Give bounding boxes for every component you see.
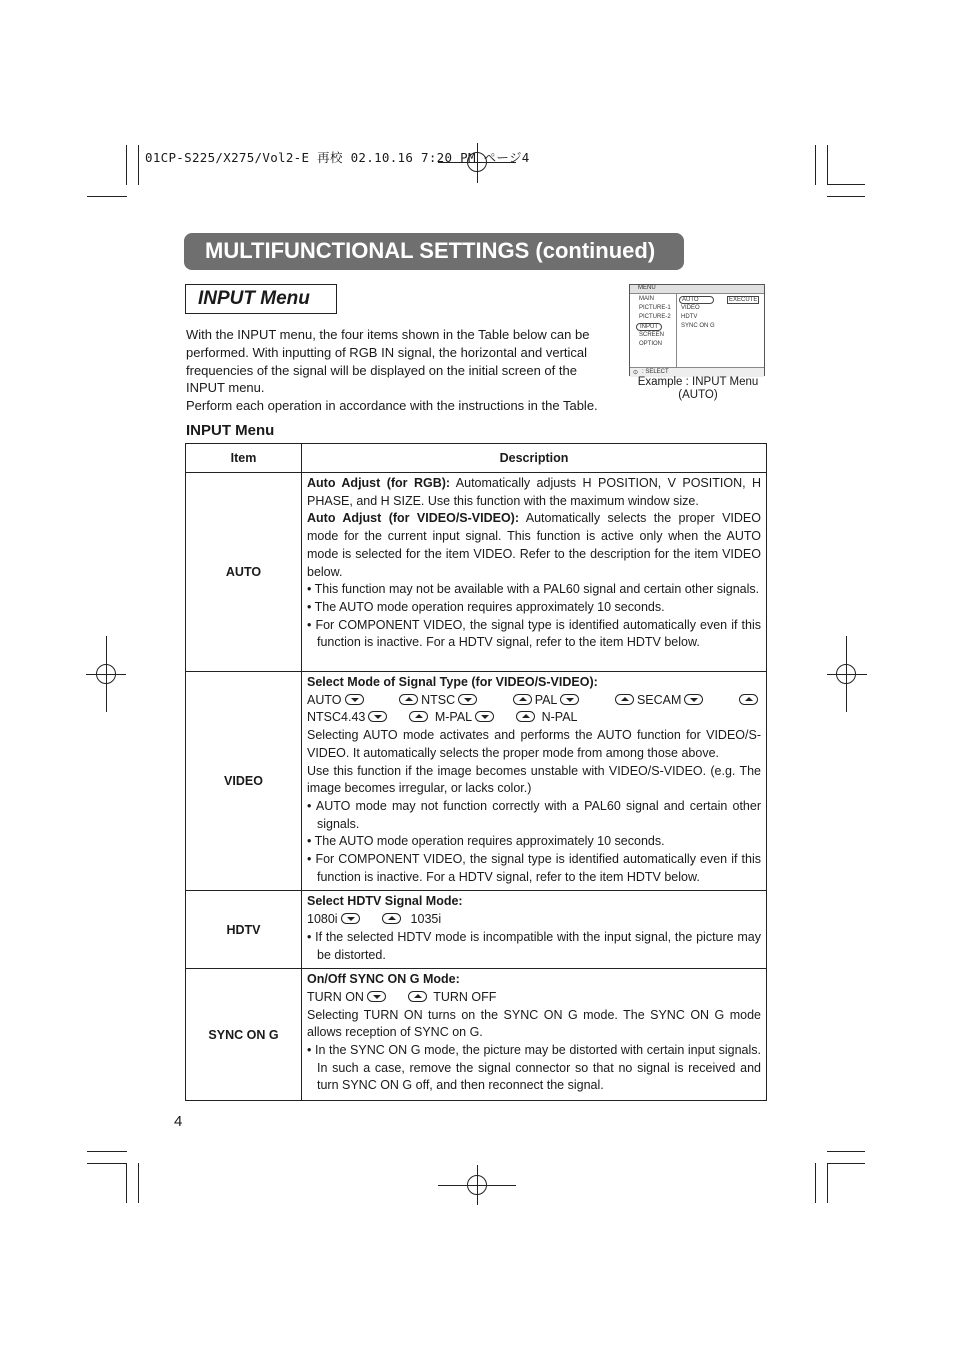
registration-mark bbox=[96, 664, 116, 684]
bullet-note: • If the selected HDTV mode is incompatible with the input signal, the picture may be distorted. bbox=[307, 929, 761, 962]
crop-mark bbox=[815, 1163, 816, 1203]
column-header-description: Description bbox=[302, 444, 767, 473]
item-hdtv: HDTV bbox=[186, 891, 302, 969]
input-menu-table bbox=[185, 443, 767, 1101]
up-arrow-button-icon bbox=[615, 694, 634, 705]
osd-menu-item: OPTION bbox=[639, 341, 663, 347]
description-heading: Auto Adjust (for VIDEO/S-VIDEO): bbox=[307, 511, 520, 526]
mode-sequence bbox=[307, 709, 761, 727]
osd-menu-item-selected: INPUT bbox=[636, 323, 662, 331]
osd-option: HDTV bbox=[681, 314, 698, 320]
bullet-note: • For COMPONENT VIDEO, the signal type is identified automatically even if this function is inactive. For a HDTV signal, refer to the item HDTV below. bbox=[307, 852, 761, 884]
osd-menu-example bbox=[629, 284, 765, 376]
mode-label: NTSC4.43 bbox=[307, 710, 366, 725]
crop-mark bbox=[827, 196, 865, 197]
bullet-note: • The AUTO mode operation requires approximately 10 seconds. bbox=[307, 834, 665, 849]
intro-paragraph: Perform each operation in accordance with the instructions in the Table. bbox=[186, 398, 598, 414]
osd-menu-item: PICTURE-2 bbox=[639, 314, 671, 320]
mode-label: SECAM bbox=[636, 692, 682, 707]
table-row bbox=[186, 473, 767, 672]
crop-mark bbox=[827, 1151, 865, 1152]
osd-header-label: MENU bbox=[638, 285, 656, 291]
crop-mark bbox=[87, 196, 127, 197]
osd-menu-item: MAIN bbox=[639, 296, 654, 302]
crop-mark bbox=[827, 145, 828, 185]
up-arrow-button-icon bbox=[408, 991, 427, 1002]
mode-label: AUTO bbox=[307, 692, 342, 707]
up-arrow-button-icon bbox=[399, 694, 418, 705]
description-heading: On/Off SYNC ON G Mode: bbox=[307, 972, 460, 987]
description-text: Automatically selects the proper VIDEO mode for the current input signal. This function is active only when the AUTO mode is selected for the item VIDEO. Refer to the description for the item VIDEO below. bbox=[307, 511, 761, 579]
intro-paragraph: With the INPUT menu, the four items shown in the Table below can be performed. With inputting of RGB IN signal, the horizontal and vertical frequencies of the signal will be displayed on the initial screen of the INPUT menu. bbox=[186, 327, 590, 396]
osd-footer-label: : SELECT bbox=[642, 369, 669, 375]
down-arrow-button-icon bbox=[367, 991, 386, 1002]
down-arrow-button-icon bbox=[560, 694, 579, 705]
crop-mark bbox=[815, 145, 816, 185]
crop-mark bbox=[827, 1163, 865, 1164]
crop-mark bbox=[138, 1163, 139, 1203]
up-arrow-button-icon bbox=[513, 694, 532, 705]
mode-label: TURN OFF bbox=[433, 989, 497, 1004]
crop-mark bbox=[126, 1163, 127, 1203]
osd-option-selected: AUTO bbox=[679, 296, 714, 304]
print-slug: 01CP-S225/X275/Vol2-E 再校 02.10.16 7:20 PM ページ4 bbox=[145, 150, 530, 165]
registration-mark bbox=[836, 664, 856, 684]
item-sync-on-g: SYNC ON G bbox=[186, 969, 302, 1101]
select-icon: ⊙ bbox=[633, 370, 639, 376]
registration-mark bbox=[467, 1175, 487, 1195]
mode-label: TURN ON bbox=[307, 989, 364, 1004]
down-arrow-button-icon bbox=[684, 694, 703, 705]
description-heading: Select Mode of Signal Type (for VIDEO/S-VIDEO): bbox=[307, 675, 598, 689]
description-text: Automatically adjusts H POSITION, V POSITION, H PHASE, and H SIZE. Use this function with the maximum window size. bbox=[307, 476, 762, 508]
intro-text bbox=[186, 326, 616, 415]
osd-menu-item: SCREEN bbox=[639, 332, 665, 338]
bullet-note: • For COMPONENT VIDEO, the signal type is identified automatically even if this function is inactive. For a HDTV signal, refer to the item HDTV below. bbox=[307, 617, 761, 650]
crop-mark bbox=[827, 1163, 828, 1203]
mode-label: PAL bbox=[534, 692, 558, 707]
bullet-note: • The AUTO mode operation requires approximately 10 seconds. bbox=[307, 599, 665, 614]
description-video bbox=[302, 672, 767, 891]
crop-mark bbox=[87, 1163, 127, 1164]
osd-option: SYNC ON G bbox=[681, 323, 715, 329]
bullet-note: • AUTO mode may not function correctly with a PAL60 signal and certain other signals. bbox=[307, 798, 761, 831]
table-row bbox=[186, 969, 767, 1101]
table-header-row bbox=[186, 444, 767, 473]
description-sync-on-g bbox=[302, 969, 767, 1101]
mode-label: 1080i bbox=[307, 912, 338, 927]
up-arrow-button-icon bbox=[739, 694, 758, 705]
page-number: 4 bbox=[174, 1113, 183, 1130]
osd-execute-label: EXECUTE bbox=[729, 297, 758, 303]
mode-sequence bbox=[307, 911, 761, 929]
mode-label: M-PAL bbox=[434, 710, 473, 725]
crop-mark bbox=[138, 145, 139, 185]
mode-label: 1035i bbox=[410, 912, 442, 927]
crop-mark bbox=[87, 1151, 127, 1152]
bullet-note: • This function may not be available with a PAL60 signal and certain other signals. bbox=[307, 582, 760, 597]
description-auto bbox=[302, 473, 767, 672]
down-arrow-button-icon bbox=[345, 694, 364, 705]
osd-left-column bbox=[630, 293, 677, 367]
mode-sequence bbox=[307, 989, 761, 1007]
up-arrow-button-icon bbox=[382, 913, 401, 924]
page-title: MULTIFUNCTIONAL SETTINGS (continued) bbox=[205, 238, 656, 263]
osd-option: VIDEO bbox=[681, 305, 700, 311]
up-arrow-button-icon bbox=[409, 711, 428, 722]
description-text: Selecting TURN ON turns on the SYNC ON G mode. The SYNC ON G mode allows reception of SYNC on G. bbox=[307, 1007, 761, 1040]
table-heading: INPUT Menu bbox=[186, 422, 275, 439]
osd-caption-line: (AUTO) bbox=[678, 389, 718, 401]
down-arrow-button-icon bbox=[458, 694, 477, 705]
description-heading: Auto Adjust (for RGB): bbox=[307, 476, 451, 490]
up-arrow-button-icon bbox=[516, 711, 535, 722]
section-title: INPUT Menu bbox=[198, 288, 310, 309]
crop-mark bbox=[827, 184, 865, 185]
mode-sequence bbox=[307, 692, 761, 710]
down-arrow-button-icon bbox=[475, 711, 494, 722]
description-hdtv bbox=[302, 891, 767, 969]
down-arrow-button-icon bbox=[368, 711, 387, 722]
table-row bbox=[186, 672, 767, 891]
item-auto: AUTO bbox=[186, 473, 302, 672]
osd-menu-item: PICTURE-1 bbox=[639, 305, 671, 311]
crop-mark bbox=[126, 145, 127, 185]
column-header-item: Item bbox=[186, 444, 302, 473]
osd-caption-line: Example : INPUT Menu bbox=[637, 376, 759, 388]
description-text: Use this function if the image becomes unstable with VIDEO/S-VIDEO. (e.g. The image becomes irregular, or lacks color.) bbox=[307, 763, 761, 796]
item-video: VIDEO bbox=[186, 672, 302, 891]
table-row bbox=[186, 891, 767, 969]
bullet-note: • In the SYNC ON G mode, the picture may be distorted with certain input signals. In such a case, remove the signal connector so that no signal is received and turn SYNC ON G off, and then reconnect the signal. bbox=[307, 1043, 761, 1093]
osd-caption bbox=[632, 376, 764, 402]
mode-label: N-PAL bbox=[541, 710, 578, 725]
down-arrow-button-icon bbox=[341, 913, 360, 924]
mode-label: NTSC bbox=[421, 692, 456, 707]
description-heading: Select HDTV Signal Mode: bbox=[307, 894, 463, 909]
description-text: Selecting AUTO mode activates and performs the AUTO function for VIDEO/S-VIDEO. It automatically selects the proper mode from among those above. bbox=[307, 728, 761, 760]
